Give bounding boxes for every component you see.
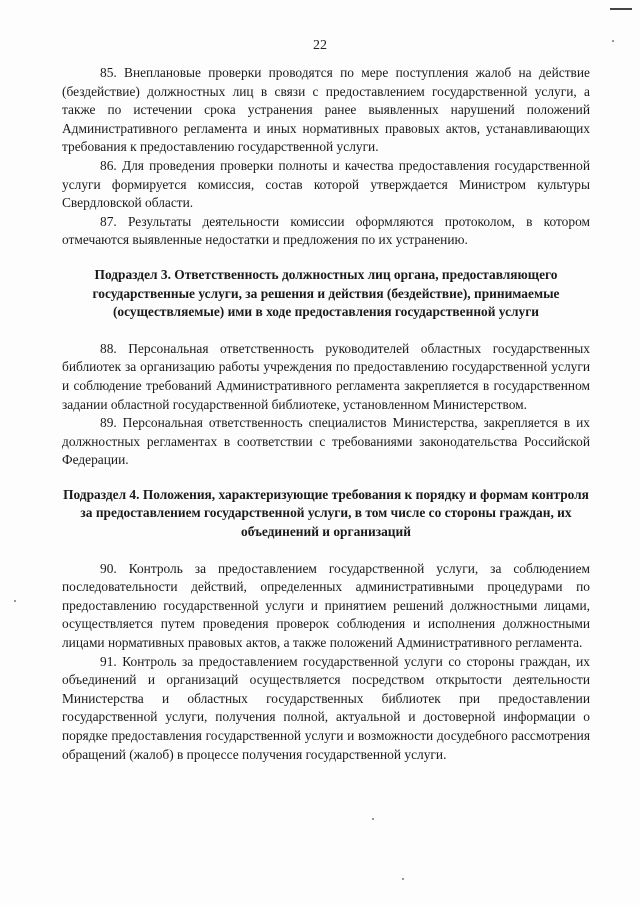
subsection-4-heading: Подраздел 4. Положения, характеризующие требования к порядку и формам контроля за предоставлением государственной услуги, в том числе со стороны граждан, их объединений и организаций xyxy=(63,486,589,540)
document-body xyxy=(62,64,590,764)
paragraph-86: 86. Для проведения проверки полноты и качества предоставления государственной услуги формируется комиссия, состав которой утверждается Министром культуры Свердловской области. xyxy=(62,157,590,211)
paragraph-89: 89. Персональная ответственность специалистов Министерства, закрепляется в их должностных регламентах в соответствии с требованиями законодательства Российской Федерации. xyxy=(62,415,590,468)
scan-speck xyxy=(14,600,16,602)
subsection-3-heading: Подраздел 3. Ответственность должностных лиц органа, предоставляющего государственные услуги, за решения и действия (бездействие), принимаемые (осуществляемые) ими в ходе предоставления государственной услуги xyxy=(92,266,560,320)
page-number: 22 xyxy=(313,38,327,53)
paragraph-87: 87. Результаты деятельности комиссии оформляются протоколом, в котором отмечаются выявленные недостатки и предложения по их устранению. xyxy=(62,213,590,248)
scan-speck xyxy=(372,818,374,820)
paragraph-91: 91. Контроль за предоставлением государственной услуги со стороны граждан, их объединений и организаций осуществляется посредством открытости деятельности Министерства и областных государственных библиотек при предоставлении государственной услуги, получения полной, актуальной и достоверной информации о порядке предоставления государственной услуги и возможности досудебного рассмотрения обращений (жалоб) в процессе получения государственной услуги. xyxy=(62,653,590,762)
scan-speck xyxy=(402,878,404,880)
paragraph-88: 88. Персональная ответственность руководителей областных государственных библиотек за организацию работы учреждения по предоставлению государственной услуги и соблюдение требований Административного регламента закрепляется в государственном задании областной государственной библиотеке, установленном Министерством. xyxy=(62,340,590,412)
paragraph-90: 90. Контроль за предоставлением государственной услуги, за соблюдением последовательности действий, определенных административными процедурами по предоставлению государственной услуги и принятием решений должностными лицами, осуществляется путем проведения проверок соблюдения и исполнения должностными лицами нормативных правовых актов, а также положений Административного регламента. xyxy=(62,560,590,651)
scan-edge-mark xyxy=(610,8,632,10)
paragraph-85: 85. Внеплановые проверки проводятся по мере поступления жалоб на действие (бездействие) должностных лиц в связи с предоставлением государственной услуги, а также по истечении срока устранения ранее выявленных нарушений положений Административного регламента и иных нормативных правовых актов, устанавливающих требования к предоставлению государственной услуги. xyxy=(62,65,590,155)
